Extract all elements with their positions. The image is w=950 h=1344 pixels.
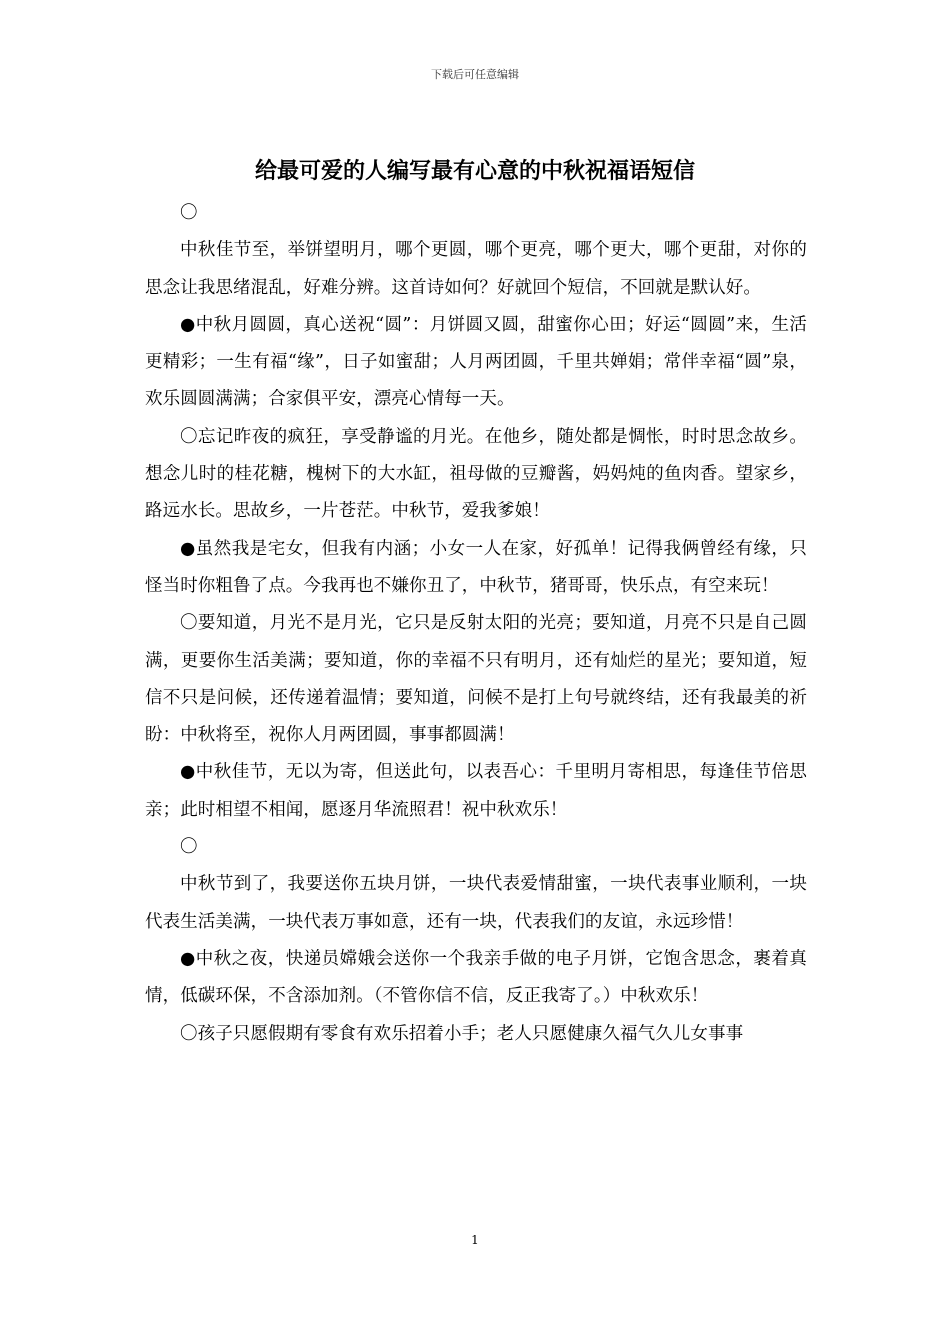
page-number: 1 bbox=[471, 1233, 479, 1247]
document-title: 给最可爱的人编写最有心意的中秋祝福语短信 bbox=[254, 158, 695, 184]
paragraph: 中秋节到了，我要送你五块月饼，一块代表爱情甜蜜，一块代表事业顺利，一块代表生活美满，一块代表万事如意，还有一块，代表我们的友谊，永远珍惜！ bbox=[145, 874, 807, 932]
paragraph: 〇孩子只愿假期有零食有欢乐招着小手；老人只愿健康久福气久儿女事事 bbox=[180, 1023, 744, 1044]
paragraph: 〇要知道，月光不是月光，它只是反射太阳的光亮；要知道，月亮不只是自己圆满，更要你生活美满；要知道，你的幸福不只有明月，还有灿烂的星光；要知道，短信不只是问候，还传递着温情；要知道，问候不是打上句号就终结，还有我最美的祈盼：中秋将至，祝你人月两团圆，事事都圆满！ bbox=[145, 613, 807, 746]
paragraph: 〇 bbox=[180, 837, 198, 858]
page-header: 下载后可任意编辑 bbox=[431, 68, 519, 81]
paragraph: ●中秋月圆圆，真心送祝“圆”：月饼圆又圆，甜蜜你心田；好运“圆圆”来，生活更精彩；一生有福“缘”，日子如蜜甜；人月两团圆，千里共婵娟；常伴幸福“圆”泉，欢乐圆圆满满；合家俱平安，漂亮心情每一天。 bbox=[145, 314, 807, 410]
paragraph: ●中秋之夜，快递员嫦娥会送你一个我亲手做的电子月饼，它饱含思念，裹着真情，低碳环保，不含添加剂。（不管你信不信，反正我寄了。）中秋欢乐！ bbox=[145, 948, 807, 1007]
document-body bbox=[145, 195, 807, 1053]
paragraph: ●虽然我是宅女，但我有内涵；小女一人在家，好孤单！记得我俩曾经有缘，只怪当时你粗鲁了点。今我再也不嫌你丑了，中秋节，猪哥哥，快乐点，有空来玩！ bbox=[145, 538, 807, 596]
paragraph: 〇 bbox=[180, 203, 198, 223]
paragraph: 〇忘记昨夜的疯狂，享受静谧的月光。在他乡，随处都是惆怅，时时思念故乡。想念儿时的桂花糖，槐树下的大水缸，祖母做的豆瓣酱，妈妈炖的鱼肉香。望家乡，路远水长。思故乡，一片苍茫。中秋节，爱我爹娘！ bbox=[145, 426, 807, 522]
paragraph: ●中秋佳节，无以为寄，但送此句，以表吾心：千里明月寄相思，每逢佳节倍思亲；此时相望不相闻，愿逐月华流照君！祝中秋欢乐！ bbox=[145, 762, 807, 820]
paragraph: 中秋佳节至，举饼望明月，哪个更圆，哪个更亮，哪个更大，哪个更甜，对你的思念让我思绪混乱，好难分辨。这首诗如何？好就回个短信，不回就是默认好。 bbox=[145, 240, 807, 298]
